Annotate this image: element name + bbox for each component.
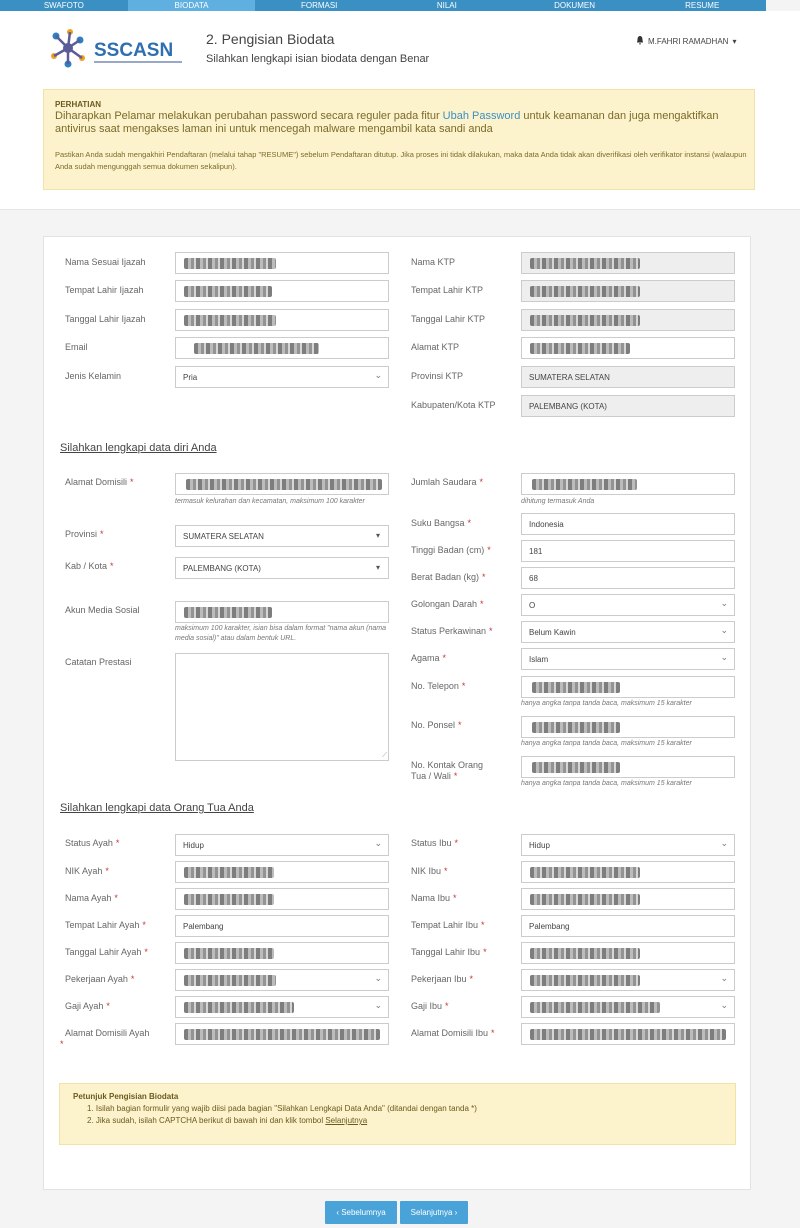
tanggal-lahir-ijazah-input[interactable] <box>175 309 389 331</box>
pekerjaan-ayah-select[interactable] <box>175 969 389 991</box>
tab-swafoto[interactable]: SWAFOTO <box>43 1 84 10</box>
label-tempat-lahir-ayah: Tempat Lahir Ayah * <box>65 920 146 930</box>
jumlah-saudara-help: dihitung termasuk Anda <box>521 498 595 505</box>
tanggal-lahir-ktp-input[interactable] <box>521 309 735 331</box>
biodata-form <box>43 236 751 1190</box>
no-ponsel-input[interactable] <box>521 716 735 738</box>
petunjuk-item-2: 2. Jika sudah, isilah CAPTCHA berikut di bawah ini dan klik tombol Selanjutnya <box>87 1116 368 1125</box>
pekerjaan-ibu-select[interactable] <box>521 969 735 991</box>
label-tanggal-lahir-ayah: Tanggal Lahir Ayah * <box>65 947 148 957</box>
nama-ibu-input[interactable] <box>521 888 735 910</box>
label-pekerjaan-ayah: Pekerjaan Ayah * <box>65 974 135 984</box>
tinggi-badan-input[interactable]: 181 <box>521 540 735 562</box>
akun-media-sosial-help: maksimum 100 karakter, isian bisa dalam format "nama akun (nama media sosial)" atau dalam bentuk URL. <box>175 625 387 642</box>
status-ayah-select[interactable]: Hidup ⌄ <box>175 834 389 856</box>
petunjuk-item-1: 1. Isilah bagian formulir yang wajib diisi pada bagian "Silahkan Lengkapi Data Anda" (ditandai dengan tanda *) <box>87 1104 477 1113</box>
next-button[interactable]: Selanjutnya › <box>400 1201 468 1224</box>
caret-down-icon: ▾ <box>732 37 737 46</box>
gaji-ibu-select[interactable] <box>521 996 735 1018</box>
warning-alert <box>43 89 755 190</box>
tempat-lahir-ayah-input[interactable]: Palembang <box>175 915 389 937</box>
alamat-domisili-input[interactable] <box>175 473 389 495</box>
no-ponsel-help: hanya angka tanpa tanda baca, maksimum 15 karakter <box>521 740 692 747</box>
label-alamat-ktp: Alamat KTP <box>411 342 460 352</box>
petunjuk-title: Petunjuk Pengisian Biodata <box>73 1092 179 1101</box>
selanjutnya-link[interactable]: Selanjutnya <box>325 1116 368 1125</box>
label-jenis-kelamin: Jenis Kelamin <box>65 371 122 381</box>
label-alamat-ayah: Alamat Domisili Ayah * <box>60 1028 150 1049</box>
alamat-domisili-help: termasuk kelurahan dan kecamatan, maksimum 100 karakter <box>175 498 365 505</box>
logo-text: SSCASN <box>94 40 174 61</box>
label-berat-badan: Berat Badan (kg) * <box>411 572 486 582</box>
jenis-kelamin-select[interactable]: Pria ⌄ <box>175 366 389 388</box>
label-nama-ktp: Nama KTP <box>411 257 456 267</box>
label-catatan-prestasi: Catatan Prestasi <box>65 657 132 667</box>
section-data-diri-title: Silahkan lengkapi data diri Anda <box>60 442 217 454</box>
alamat-ibu-input[interactable] <box>521 1023 735 1045</box>
sscasn-logo[interactable] <box>46 26 186 76</box>
page-subtitle: Silahkan lengkapi isian biodata dengan Benar <box>206 53 430 65</box>
label-nik-ayah: NIK Ayah * <box>65 866 109 876</box>
akun-media-sosial-input[interactable] <box>175 601 389 623</box>
label-tinggi-badan: Tinggi Badan (cm) * <box>411 545 491 555</box>
petunjuk-box <box>59 1083 736 1145</box>
alert-note: Pastikan Anda sudah mengakhiri Pendaftaran (melalui tahap "RESUME") sebelum Pendaftaran ditutup. Jika proses ini tidak dilakukan, maka data Anda tidak akan diverifikasi oleh verifikator instansi (walaupun Anda sudah mengunggah semua dokumen sekalipun). <box>55 150 747 171</box>
label-nama-ibu: Nama Ibu * <box>411 893 457 903</box>
label-status-perkawinan: Status Perkawinan * <box>411 626 493 636</box>
agama-select[interactable]: Islam ⌄ <box>521 648 735 670</box>
label-status-ayah: Status Ayah * <box>65 838 120 848</box>
no-telepon-help: hanya angka tanpa tanda baca, maksimum 15 karakter <box>521 700 692 707</box>
previous-button[interactable]: ‹ Sebelumnya <box>325 1201 397 1224</box>
tab-biodata[interactable]: BIODATA <box>128 0 256 11</box>
catatan-prestasi-textarea[interactable] <box>175 653 389 761</box>
provinsi-ktp-input[interactable]: SUMATERA SELATAN <box>521 366 735 388</box>
user-menu[interactable] <box>636 36 736 47</box>
label-kabupaten-ktp: Kabupaten/Kota KTP <box>411 400 496 410</box>
alert-title: PERHATIAN <box>55 100 102 109</box>
kab-kota-select[interactable]: PALEMBANG (KOTA) ▾ <box>175 557 389 579</box>
nama-ktp-input[interactable] <box>521 252 735 274</box>
status-ibu-select[interactable]: Hidup ⌄ <box>521 834 735 856</box>
suku-bangsa-input[interactable]: Indonesia <box>521 513 735 535</box>
label-no-ponsel: No. Ponsel * <box>411 720 462 730</box>
change-password-link[interactable]: Ubah Password <box>442 110 521 122</box>
label-golongan-darah: Golongan Darah * <box>411 599 484 609</box>
tanggal-lahir-ayah-input[interactable] <box>175 942 389 964</box>
label-agama: Agama * <box>411 653 447 663</box>
berat-badan-input[interactable]: 68 <box>521 567 735 589</box>
label-provinsi: Provinsi * <box>65 529 104 539</box>
label-tanggal-lahir-ktp: Tanggal Lahir KTP <box>411 314 486 324</box>
alert-message: Diharapkan Pelamar melakukan perubahan password secara reguler pada fitur Ubah Password untuk keamanan dan juga mengaktifkan antivirus saat mengakses laman ini untuk mencegah malware mengambil kata sandi anda <box>55 110 719 135</box>
golongan-darah-select[interactable]: O ⌄ <box>521 594 735 616</box>
label-akun-media-sosial: Akun Media Sosial <box>65 605 140 615</box>
label-kab-kota: Kab / Kota * <box>65 561 114 571</box>
no-telepon-input[interactable] <box>521 676 735 698</box>
tab-formasi[interactable]: FORMASI <box>300 1 338 10</box>
label-alamat-ibu: Alamat Domisili Ibu * <box>411 1028 495 1038</box>
email-input[interactable] <box>175 337 389 359</box>
label-jumlah-saudara: Jumlah Saudara * <box>411 477 484 487</box>
provinsi-select[interactable]: SUMATERA SELATAN ▾ <box>175 525 389 547</box>
alamat-ktp-input[interactable] <box>521 337 735 359</box>
page-title: 2. Pengisian Biodata <box>206 31 335 47</box>
label-email: Email <box>65 342 88 352</box>
tempat-lahir-ibu-input[interactable]: Palembang <box>521 915 735 937</box>
label-tempat-lahir-ibu: Tempat Lahir Ibu * <box>411 920 485 930</box>
status-perkawinan-select[interactable]: Belum Kawin ⌄ <box>521 621 735 643</box>
top-nav <box>0 0 766 11</box>
tempat-lahir-ktp-input[interactable] <box>521 280 735 302</box>
bell-icon <box>636 36 644 47</box>
tab-dokumen[interactable]: DOKUMEN <box>554 1 595 10</box>
label-gaji-ibu: Gaji Ibu * <box>411 1001 449 1011</box>
label-alamat-domisili: Alamat Domisili * <box>65 477 134 487</box>
label-no-kontak-ortu: No. Kontak Orang Tua / Wali * <box>411 760 484 781</box>
sscasn-logo-mark-icon <box>46 26 186 76</box>
nama-ayah-input[interactable] <box>175 888 389 910</box>
kabupaten-ktp-input[interactable]: PALEMBANG (KOTA) <box>521 395 735 417</box>
label-gaji-ayah: Gaji Ayah * <box>65 1001 110 1011</box>
nama-ijazah-input[interactable] <box>175 252 389 274</box>
user-name: M.FAHRI RAMADHAN <box>648 37 729 46</box>
gaji-ayah-select[interactable] <box>175 996 389 1018</box>
label-nik-ibu: NIK Ibu * <box>411 866 448 876</box>
alamat-ayah-input[interactable] <box>175 1023 389 1045</box>
label-nama-ijazah: Nama Sesuai Ijazah <box>65 257 146 267</box>
tab-resume[interactable]: RESUME <box>685 1 720 10</box>
label-no-telepon: No. Telepon * <box>411 681 466 691</box>
page-header <box>0 11 800 210</box>
jumlah-saudara-input[interactable] <box>521 473 735 495</box>
nik-ayah-input[interactable] <box>175 861 389 883</box>
label-status-ibu: Status Ibu * <box>411 838 459 848</box>
label-tanggal-lahir-ijazah: Tanggal Lahir Ijazah <box>65 314 146 324</box>
no-kontak-ortu-help: hanya angka tanpa tanda baca, maksimum 15 karakter <box>521 780 692 787</box>
section-orang-tua-title: Silahkan lengkapi data Orang Tua Anda <box>60 802 254 814</box>
label-nama-ayah: Nama Ayah * <box>65 893 118 903</box>
label-tanggal-lahir-ibu: Tanggal Lahir Ibu * <box>411 947 487 957</box>
nik-ibu-input[interactable] <box>521 861 735 883</box>
label-suku-bangsa: Suku Bangsa * <box>411 518 472 528</box>
label-tempat-lahir-ktp: Tempat Lahir KTP <box>411 285 484 295</box>
label-pekerjaan-ibu: Pekerjaan Ibu * <box>411 974 474 984</box>
tanggal-lahir-ibu-input[interactable] <box>521 942 735 964</box>
no-kontak-ortu-input[interactable] <box>521 756 735 778</box>
label-provinsi-ktp: Provinsi KTP <box>411 371 464 381</box>
label-tempat-lahir-ijazah: Tempat Lahir Ijazah <box>65 285 144 295</box>
tempat-lahir-ijazah-input[interactable] <box>175 280 389 302</box>
tab-nilai[interactable]: NILAI <box>436 1 457 10</box>
